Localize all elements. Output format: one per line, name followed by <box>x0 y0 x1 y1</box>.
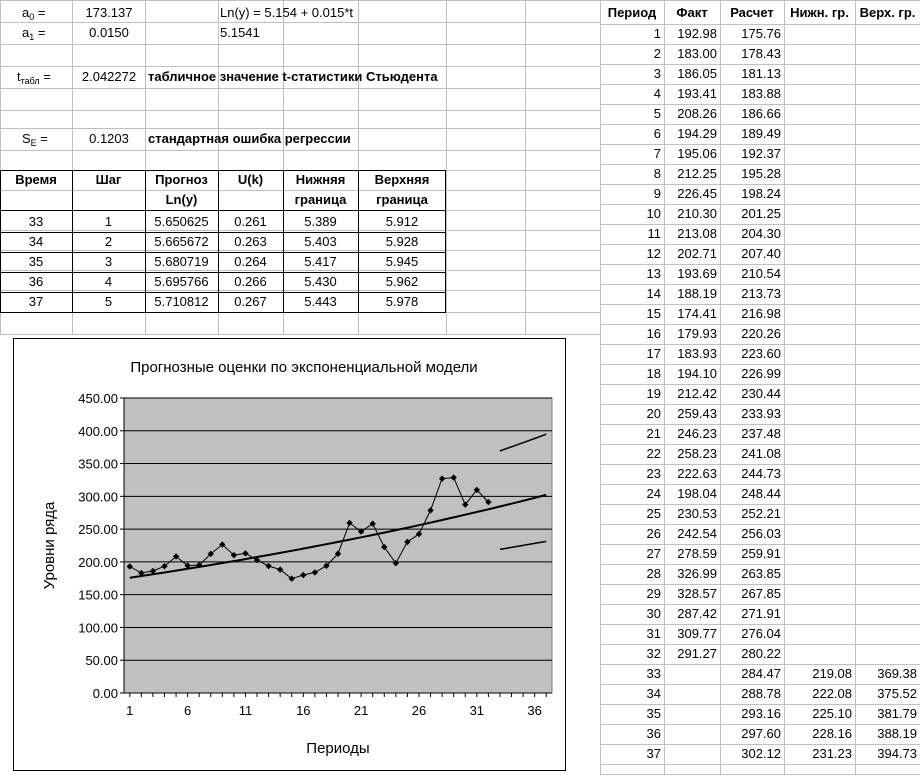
period-cell[interactable]: 230.44 <box>741 386 781 401</box>
forecast-cell[interactable]: 3 <box>104 254 113 269</box>
period-cell[interactable] <box>855 584 917 604</box>
period-cell[interactable] <box>784 524 852 544</box>
period-cell[interactable] <box>855 504 917 524</box>
forecast-subheader-5[interactable]: граница <box>376 192 428 207</box>
period-cell[interactable]: 20 <box>646 406 661 421</box>
y-tick-label: 200.00 <box>78 554 118 570</box>
period-cell[interactable]: 241.08 <box>741 446 781 461</box>
period-cell[interactable] <box>855 164 917 184</box>
period-cell[interactable] <box>855 464 917 484</box>
period-cell[interactable] <box>855 284 917 304</box>
period-cell[interactable]: 271.91 <box>741 606 781 621</box>
forecast-cell[interactable]: 4 <box>104 274 113 289</box>
y-tick-label: 400.00 <box>78 423 118 439</box>
forecast-cell[interactable]: 5.417 <box>304 254 337 269</box>
period-header-4[interactable]: Верх. гр. <box>859 5 916 20</box>
y-tick-label: 350.00 <box>78 456 118 472</box>
period-cell[interactable] <box>784 424 852 444</box>
y-tick-label: 50.00 <box>85 653 118 669</box>
period-cell[interactable]: 36 <box>646 726 661 741</box>
period-cell[interactable] <box>855 44 917 64</box>
period-cell[interactable]: 5 <box>653 106 661 121</box>
period-cell[interactable]: 198.04 <box>677 486 717 501</box>
forecast-header-5[interactable]: Верхняя <box>374 172 430 187</box>
period-cell[interactable]: 291.27 <box>677 646 717 661</box>
t-sub: табл <box>20 76 40 86</box>
period-cell[interactable] <box>784 144 852 164</box>
period-cell[interactable] <box>855 404 917 424</box>
period-cell[interactable]: 226.99 <box>741 366 781 381</box>
t-value[interactable]: 2.042272 <box>81 69 137 84</box>
y-tick-label: 0.00 <box>92 686 118 701</box>
forecast-subheader-4[interactable]: граница <box>294 192 347 207</box>
forecast-subheader-3[interactable] <box>218 190 283 210</box>
period-cell[interactable] <box>784 324 852 344</box>
se-label-cell[interactable] <box>22 129 72 149</box>
a1-value[interactable]: 0.0150 <box>89 25 129 40</box>
period-cell[interactable]: 192.98 <box>677 26 717 41</box>
period-cell[interactable]: 37 <box>646 746 661 761</box>
forecast-cell[interactable]: 5.710812 <box>154 294 209 309</box>
period-cell[interactable]: 28 <box>646 566 661 581</box>
period-cell[interactable] <box>855 264 917 284</box>
forecast-cell[interactable]: 5.978 <box>385 294 419 309</box>
period-cell[interactable] <box>784 564 852 584</box>
forecast-cell[interactable]: 5.443 <box>304 294 337 309</box>
a0-value[interactable]: 173.137 <box>85 5 133 20</box>
period-cell[interactable]: 193.41 <box>677 86 717 101</box>
x-tick-label: 16 <box>296 703 311 718</box>
forecast-header-3[interactable]: U(k) <box>237 172 264 187</box>
period-cell[interactable]: 188.19 <box>677 286 717 301</box>
x-tick-label: 11 <box>238 703 253 718</box>
period-cell[interactable] <box>855 244 917 264</box>
period-cell[interactable]: 31 <box>646 626 661 641</box>
period-cell[interactable] <box>784 44 852 64</box>
period-cell[interactable] <box>784 364 852 384</box>
period-cell[interactable]: 29 <box>646 586 661 601</box>
period-cell[interactable]: 223.60 <box>741 346 781 361</box>
period-cell[interactable]: 225.10 <box>812 706 852 721</box>
period-cell[interactable]: 228.16 <box>812 726 852 741</box>
period-cell[interactable]: 202.71 <box>677 246 717 261</box>
period-cell[interactable] <box>855 144 917 164</box>
forecast-subheader-1[interactable] <box>72 190 145 210</box>
period-cell[interactable]: 293.16 <box>741 706 781 721</box>
period-cell[interactable] <box>855 124 917 144</box>
forecast-header-0[interactable]: Время <box>15 172 57 187</box>
y-tick-label: 100.00 <box>78 620 118 636</box>
period-cell[interactable]: 8 <box>653 166 661 181</box>
period-cell[interactable]: 369.38 <box>877 666 917 681</box>
period-cell[interactable] <box>784 644 852 664</box>
t-label-cell[interactable] <box>17 67 72 87</box>
forecast-chart[interactable] <box>13 338 566 771</box>
period-cell[interactable]: 226.45 <box>677 186 717 201</box>
period-cell[interactable]: 263.85 <box>741 566 781 581</box>
period-cell[interactable]: 175.76 <box>741 26 781 41</box>
period-cell[interactable] <box>784 444 852 464</box>
period-cell[interactable] <box>664 744 717 764</box>
period-cell[interactable]: 259.91 <box>741 546 781 561</box>
period-cell[interactable]: 24 <box>646 486 661 501</box>
period-cell[interactable]: 179.93 <box>677 326 717 341</box>
forecast-cell[interactable]: 5.665672 <box>154 234 209 249</box>
a0-label: a <box>22 5 30 20</box>
forecast-cell[interactable]: 35 <box>28 254 44 269</box>
period-cell[interactable]: 23 <box>646 466 661 481</box>
equation-cell[interactable]: Ln(y) = 5.154 + 0.015*t <box>220 5 353 20</box>
period-cell[interactable]: 256.03 <box>741 526 781 541</box>
t-eq: = <box>39 69 51 84</box>
forecast-cell[interactable]: 33 <box>28 214 44 229</box>
b-value[interactable]: 5.1541 <box>220 25 260 40</box>
period-cell[interactable]: 192.37 <box>741 146 781 161</box>
forecast-cell[interactable]: 5 <box>104 294 113 309</box>
x-tick-label: 6 <box>184 703 192 718</box>
se-description[interactable]: стандартная ошибка регрессии <box>148 131 351 146</box>
period-cell[interactable] <box>784 164 852 184</box>
forecast-cell[interactable]: 5.650625 <box>154 214 209 229</box>
period-cell[interactable]: 194.29 <box>677 126 717 141</box>
period-cell[interactable]: 213.08 <box>677 226 717 241</box>
period-cell[interactable]: 208.26 <box>677 106 717 121</box>
period-cell[interactable]: 33 <box>646 666 661 681</box>
a1-label: a <box>22 25 30 40</box>
period-cell[interactable]: 183.88 <box>741 86 781 101</box>
chart-title: Прогнозные оценки по экспоненциальной модели <box>130 359 478 376</box>
period-cell[interactable] <box>784 124 852 144</box>
period-cell[interactable] <box>664 664 717 684</box>
a1-label-cell[interactable] <box>22 23 72 43</box>
period-cell[interactable]: 11 <box>647 226 661 241</box>
period-cell[interactable]: 216.98 <box>741 306 781 321</box>
period-cell[interactable]: 328.57 <box>677 586 717 601</box>
period-cell[interactable] <box>784 384 852 404</box>
period-header-1[interactable]: Факт <box>676 5 708 20</box>
chart-svg <box>14 339 565 770</box>
period-cell[interactable]: 35 <box>646 706 661 721</box>
period-cell[interactable]: 18 <box>646 366 661 381</box>
y-tick-label: 300.00 <box>78 489 118 505</box>
forecast-header-2[interactable]: Прогноз <box>155 172 208 187</box>
period-cell[interactable] <box>855 444 917 464</box>
period-cell[interactable]: 375.52 <box>877 686 917 701</box>
forecast-subheader-2[interactable]: Ln(y) <box>165 192 198 207</box>
period-cell[interactable]: 288.78 <box>741 686 781 701</box>
se-value[interactable]: 0.1203 <box>89 131 129 146</box>
period-cell[interactable] <box>855 204 917 224</box>
x-tick-label: 21 <box>353 703 369 718</box>
y-axis-label: Уровни ряда <box>41 501 58 590</box>
period-cell[interactable]: 30 <box>646 606 661 621</box>
period-cell[interactable]: 246.23 <box>677 426 717 441</box>
period-cell[interactable] <box>784 204 852 224</box>
period-cell[interactable]: 297.60 <box>741 726 781 741</box>
period-cell[interactable]: 17 <box>646 346 661 361</box>
period-cell[interactable]: 26 <box>646 526 661 541</box>
period-cell[interactable] <box>855 84 917 104</box>
forecast-subheader-0[interactable] <box>0 190 72 210</box>
period-cell[interactable]: 280.22 <box>741 646 781 661</box>
forecast-cell[interactable]: 5.962 <box>385 274 419 289</box>
period-cell[interactable] <box>784 304 852 324</box>
period-cell[interactable]: 183.00 <box>677 46 717 61</box>
period-cell[interactable] <box>784 64 852 84</box>
forecast-cell[interactable]: 5.389 <box>304 214 337 229</box>
forecast-cell[interactable]: 0.267 <box>234 294 267 309</box>
period-cell[interactable]: 174.41 <box>677 306 717 321</box>
se-eq: = <box>36 131 48 146</box>
se-sub: E <box>30 138 37 148</box>
period-cell[interactable]: 21 <box>646 426 661 441</box>
forecast-cell[interactable]: 0.266 <box>234 274 267 289</box>
period-cell[interactable]: 201.25 <box>741 206 781 221</box>
period-cell[interactable]: 183.93 <box>677 346 717 361</box>
period-cell[interactable]: 34 <box>646 686 661 701</box>
period-cell[interactable] <box>855 384 917 404</box>
period-cell[interactable]: 212.42 <box>677 386 717 401</box>
period-cell[interactable]: 212.25 <box>677 166 717 181</box>
period-cell[interactable] <box>784 484 852 504</box>
period-cell[interactable]: 15 <box>646 306 661 321</box>
period-cell[interactable]: 12 <box>646 246 661 261</box>
period-cell[interactable] <box>784 244 852 264</box>
period-cell[interactable]: 219.08 <box>812 666 852 681</box>
period-cell[interactable]: 204.30 <box>741 226 781 241</box>
period-cell[interactable]: 16 <box>646 326 661 341</box>
period-cell[interactable]: 287.42 <box>677 606 717 621</box>
a0-eq: = <box>34 5 46 20</box>
period-cell[interactable]: 248.44 <box>741 486 781 501</box>
period-cell[interactable]: 230.53 <box>677 506 717 521</box>
period-cell[interactable] <box>855 524 917 544</box>
forecast-header-1[interactable]: Шаг <box>95 172 122 187</box>
period-cell[interactable]: 195.28 <box>741 166 781 181</box>
period-cell[interactable] <box>855 304 917 324</box>
period-cell[interactable]: 27 <box>646 546 661 561</box>
period-header-3[interactable]: Нижн. гр. <box>790 5 849 20</box>
period-cell[interactable] <box>664 704 717 724</box>
period-cell[interactable]: 1 <box>653 26 661 41</box>
period-cell[interactable]: 309.77 <box>677 626 717 641</box>
period-cell[interactable] <box>855 24 917 44</box>
period-cell[interactable]: 231.23 <box>812 746 852 761</box>
period-cell[interactable]: 326.99 <box>677 566 717 581</box>
period-cell[interactable] <box>784 264 852 284</box>
period-cell[interactable]: 244.73 <box>741 466 781 481</box>
period-cell[interactable] <box>784 624 852 644</box>
period-header-2[interactable]: Расчет <box>730 5 774 20</box>
period-cell[interactable] <box>784 504 852 524</box>
forecast-cell[interactable]: 5.403 <box>304 234 337 249</box>
period-cell[interactable]: 189.49 <box>741 126 781 141</box>
t-label: t <box>17 69 21 84</box>
period-cell[interactable]: 14 <box>646 286 661 301</box>
forecast-cell[interactable]: 0.261 <box>234 214 267 229</box>
period-cell[interactable] <box>784 224 852 244</box>
forecast-cell[interactable]: 1 <box>104 214 113 229</box>
x-tick-label: 26 <box>411 703 427 718</box>
period-cell[interactable]: 9 <box>653 186 661 201</box>
period-cell[interactable]: 233.93 <box>741 406 781 421</box>
period-cell[interactable]: 32 <box>646 646 661 661</box>
plot-area <box>124 398 552 693</box>
period-cell[interactable] <box>855 624 917 644</box>
period-cell[interactable] <box>855 424 917 444</box>
period-cell[interactable]: 394.73 <box>877 746 917 761</box>
period-cell[interactable]: 267.85 <box>741 586 781 601</box>
period-cell[interactable]: 193.69 <box>677 266 717 281</box>
period-cell[interactable]: 186.05 <box>677 66 717 81</box>
forecast-cell[interactable]: 0.264 <box>234 254 267 269</box>
period-cell[interactable] <box>855 184 917 204</box>
period-cell[interactable]: 258.23 <box>677 446 717 461</box>
forecast-cell[interactable]: 5.430 <box>304 274 337 289</box>
period-cell[interactable] <box>784 344 852 364</box>
period-cell[interactable] <box>855 344 917 364</box>
period-cell[interactable]: 242.54 <box>677 526 717 541</box>
period-cell[interactable]: 3 <box>653 66 661 81</box>
period-cell[interactable]: 194.10 <box>677 366 717 381</box>
forecast-cell[interactable]: 2 <box>104 234 113 249</box>
period-cell[interactable]: 388.19 <box>877 726 917 741</box>
forecast-cell[interactable]: 0.263 <box>234 234 267 249</box>
period-cell[interactable]: 207.40 <box>741 246 781 261</box>
period-cell[interactable]: 4 <box>653 86 661 101</box>
period-cell[interactable] <box>784 284 852 304</box>
y-tick-label: 150.00 <box>78 587 118 603</box>
period-cell[interactable] <box>855 64 917 84</box>
period-cell[interactable]: 278.59 <box>677 546 717 561</box>
forecast-cell[interactable]: 34 <box>28 234 44 249</box>
period-cell[interactable]: 252.21 <box>741 506 781 521</box>
a1-sub: 1 <box>29 32 35 42</box>
forecast-cell[interactable]: 5.695766 <box>154 274 209 289</box>
x-tick-label: 1 <box>126 703 134 718</box>
period-cell[interactable] <box>784 184 852 204</box>
forecast-cell[interactable]: 5.928 <box>385 234 419 249</box>
period-cell[interactable] <box>784 24 852 44</box>
period-cell[interactable] <box>855 644 917 664</box>
a0-label-cell[interactable] <box>22 3 72 23</box>
forecast-cell[interactable]: 37 <box>28 294 44 309</box>
period-cell[interactable]: 284.47 <box>741 666 781 681</box>
forecast-cell[interactable]: 5.680719 <box>154 254 209 269</box>
period-cell[interactable]: 2 <box>653 46 661 61</box>
period-cell[interactable] <box>784 84 852 104</box>
period-cell[interactable]: 19 <box>646 386 661 401</box>
period-cell[interactable] <box>855 104 917 124</box>
se-label: S <box>22 131 31 146</box>
period-cell[interactable]: 210.30 <box>677 206 717 221</box>
period-cell[interactable] <box>855 484 917 504</box>
forecast-header-4[interactable]: Нижняя <box>295 172 346 187</box>
period-cell[interactable] <box>784 464 852 484</box>
period-header-0[interactable]: Период <box>607 5 657 20</box>
a1-eq: = <box>34 25 46 40</box>
period-cell[interactable]: 178.43 <box>741 46 781 61</box>
period-cell[interactable]: 181.13 <box>741 66 781 81</box>
period-cell[interactable]: 195.06 <box>677 146 717 161</box>
period-cell[interactable]: 220.26 <box>741 326 781 341</box>
t-description[interactable]: табличное значение t-статистики Стьюдента <box>148 69 438 84</box>
period-cell[interactable]: 6 <box>653 126 661 141</box>
period-cell[interactable] <box>784 584 852 604</box>
period-cell[interactable]: 186.66 <box>741 106 781 121</box>
period-cell[interactable] <box>855 224 917 244</box>
period-cell[interactable]: 10 <box>646 206 661 221</box>
period-cell[interactable] <box>664 684 717 704</box>
period-cell[interactable]: 22 <box>646 446 661 461</box>
x-tick-label: 36 <box>527 703 542 718</box>
period-cell[interactable]: 210.54 <box>741 266 781 281</box>
period-cell[interactable] <box>784 544 852 564</box>
period-cell[interactable] <box>855 324 917 344</box>
period-cell[interactable]: 276.04 <box>741 626 781 641</box>
period-cell[interactable] <box>784 404 852 424</box>
period-cell[interactable] <box>855 544 917 564</box>
forecast-cell[interactable]: 36 <box>28 274 44 289</box>
period-cell[interactable]: 25 <box>646 506 661 521</box>
period-cell[interactable]: 222.63 <box>677 466 717 481</box>
period-cell[interactable]: 198.24 <box>741 186 781 201</box>
period-cell[interactable] <box>664 724 717 744</box>
period-cell[interactable]: 13 <box>646 266 661 281</box>
period-cell[interactable]: 237.48 <box>741 426 781 441</box>
period-cell[interactable]: 222.08 <box>812 686 852 701</box>
y-tick-label: 250.00 <box>78 522 118 538</box>
y-tick-label: 450.00 <box>78 391 118 406</box>
x-axis-label: Периоды <box>306 740 370 757</box>
forecast-cell[interactable]: 5.945 <box>385 254 419 269</box>
x-tick-label: 31 <box>469 703 485 718</box>
period-cell[interactable] <box>784 104 852 124</box>
period-cell[interactable] <box>784 604 852 624</box>
period-cell[interactable]: 381.79 <box>877 706 917 721</box>
period-cell[interactable] <box>855 364 917 384</box>
period-cell[interactable]: 213.73 <box>741 286 781 301</box>
forecast-cell[interactable]: 5.912 <box>385 214 419 229</box>
period-cell[interactable] <box>855 564 917 584</box>
a0-sub: 0 <box>29 12 35 22</box>
period-cell[interactable]: 302.12 <box>741 746 781 761</box>
period-cell[interactable] <box>855 604 917 624</box>
period-cell[interactable]: 259.43 <box>677 406 717 421</box>
period-cell[interactable]: 7 <box>653 146 661 161</box>
